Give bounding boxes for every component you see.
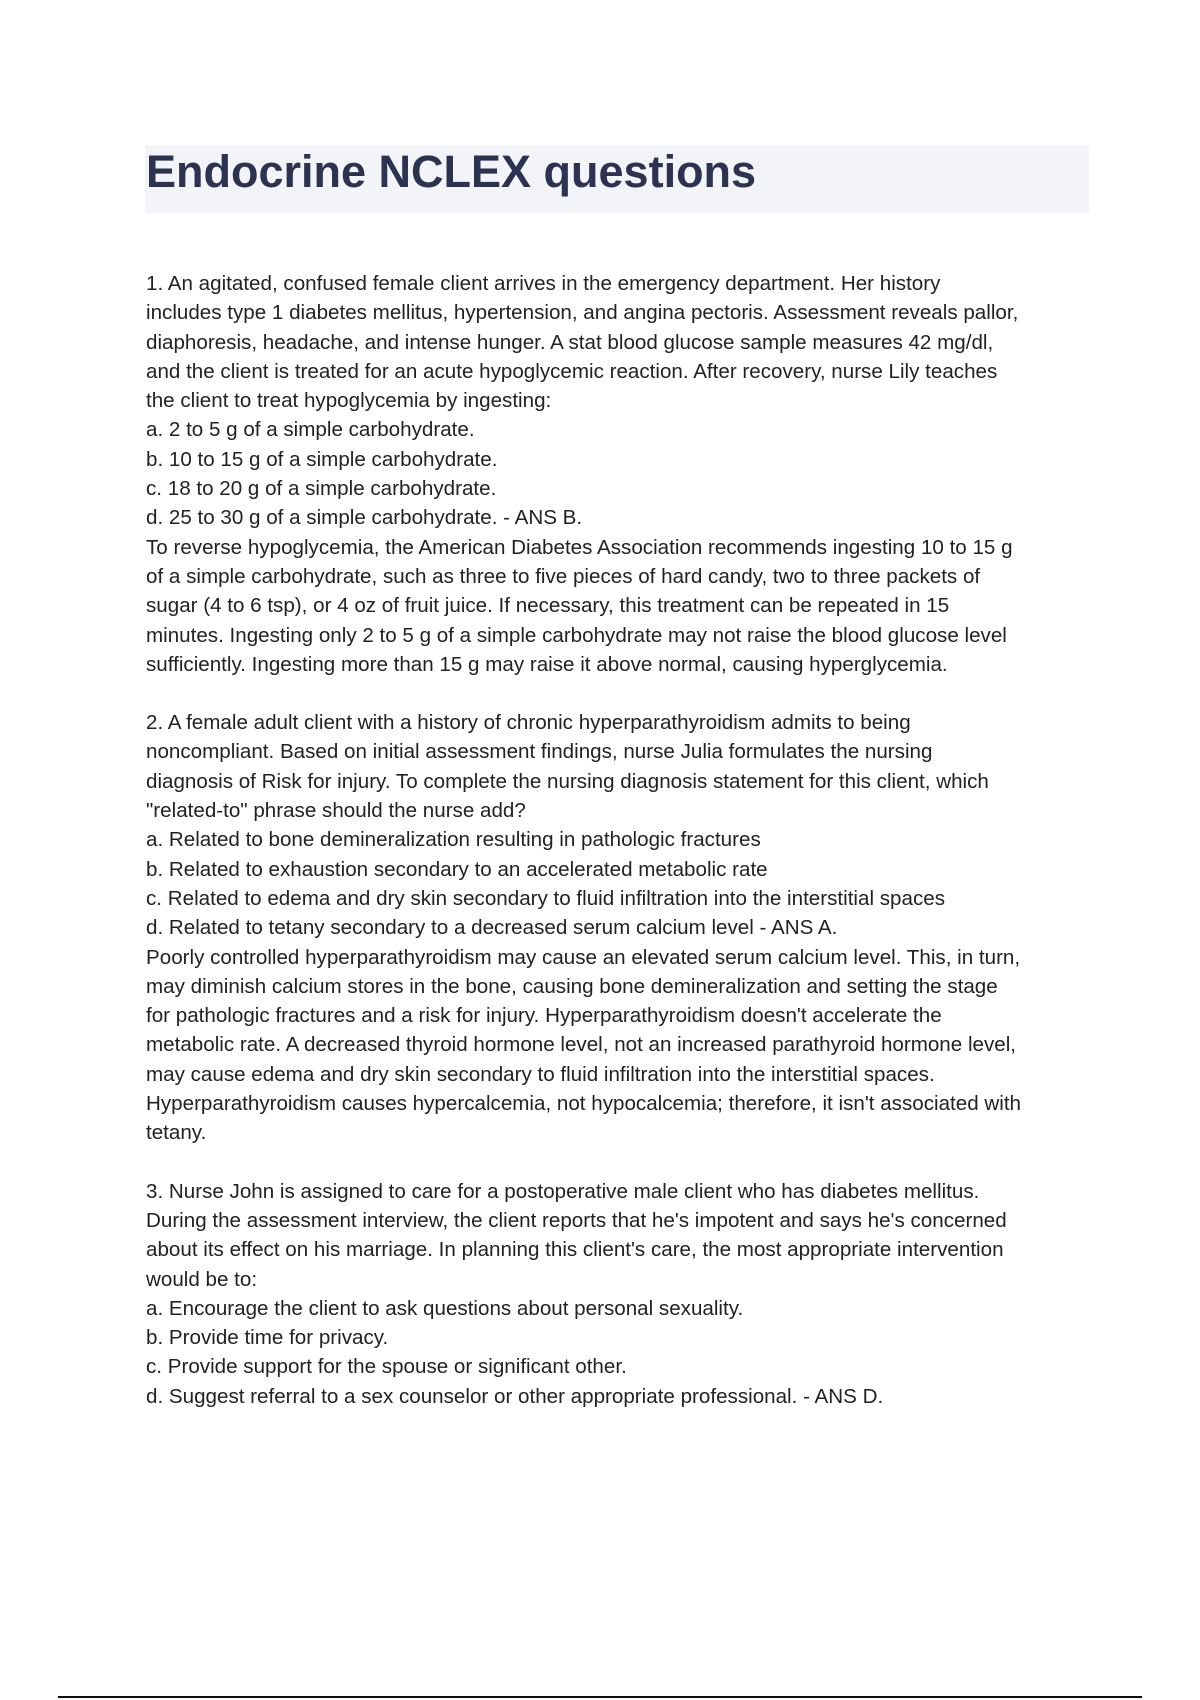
question-3-stem-line: During the assessment interview, the client reports that he's impotent and says he's concerned [146, 1208, 1007, 1232]
question-3-option-d-answer: d. Suggest referral to a sex counselor or other appropriate professional. - ANS D. [146, 1384, 884, 1408]
question-3-stem-line: 3. Nurse John is assigned to care for a postoperative male client who has diabetes mellitus. [146, 1179, 980, 1203]
question-3-stem-line: would be to: [146, 1267, 258, 1291]
question-2-rationale-line: may diminish calcium stores in the bone, causing bone demineralization and setting the stage [146, 974, 998, 998]
question-2-option-b: b. Related to exhaustion secondary to an accelerated metabolic rate [146, 857, 768, 881]
question-1-option-b: b. 10 to 15 g of a simple carbohydrate. [146, 447, 498, 471]
question-1-stem-line: diaphoresis, headache, and intense hunger. A stat blood glucose sample measures 42 mg/dl, [146, 330, 994, 354]
question-1-option-d-answer: d. 25 to 30 g of a simple carbohydrate. - ANS B. [146, 506, 583, 530]
question-2-option-c: c. Related to edema and dry skin secondary to fluid infiltration into the interstitial spaces [146, 886, 946, 910]
question-3-option-c: c. Provide support for the spouse or significant other. [146, 1355, 627, 1379]
question-2-stem-line: diagnosis of Risk for injury. To complete the nursing diagnosis statement for this client, which [146, 769, 989, 793]
question-1-rationale-line: sufficiently. Ingesting more than 15 g may raise it above normal, causing hyperglycemia. [146, 652, 948, 676]
question-3-option-b: b. Provide time for privacy. [146, 1326, 389, 1350]
question-3 [146, 1177, 1096, 1411]
page-title: Endocrine NCLEX questions [146, 146, 757, 197]
question-2-stem-line: "related-to" phrase should the nurse add? [146, 799, 526, 823]
question-1-option-c: c. 18 to 20 g of a simple carbohydrate. [146, 477, 497, 501]
question-1-rationale-line: sugar (4 to 6 tsp), or 4 oz of fruit juice. If necessary, this treatment can be repeated in 15 [146, 594, 950, 618]
question-2-rationale-line: for pathologic fractures and a risk for injury. Hyperparathyroidism doesn't accelerate the [146, 1004, 942, 1028]
question-2-stem-line: 2. A female adult client with a history of chronic hyperparathyroidism admits to being [146, 711, 911, 735]
question-1-stem-line: and the client is treated for an acute hypoglycemic reaction. After recovery, nurse Lily teaches [146, 359, 998, 383]
question-1-rationale-line: To reverse hypoglycemia, the American Diabetes Association recommends ingesting 10 to 15 g [146, 535, 1013, 559]
question-2 [146, 708, 1096, 1147]
question-2-rationale-line: Poorly controlled hyperparathyroidism may cause an elevated serum calcium level. This, in turn, [146, 945, 1021, 969]
question-1-stem-line: 1. An agitated, confused female client arrives in the emergency department. Her history [146, 272, 941, 295]
document-body [146, 269, 1096, 1440]
question-2-rationale-line: metabolic rate. A decreased thyroid hormone level, not an increased parathyroid hormone level, [146, 1033, 1017, 1057]
question-2-option-d-answer: d. Related to tetany secondary to a decreased serum calcium level - ANS A. [146, 916, 838, 940]
question-2-option-a: a. Related to bone demineralization resulting in pathologic fractures [146, 828, 761, 852]
question-1-stem-line: includes type 1 diabetes mellitus, hypertension, and angina pectoris. Assessment reveals pallor, [146, 301, 1019, 325]
question-2-stem-line: noncompliant. Based on initial assessment findings, nurse Julia formulates the nursing [146, 740, 933, 764]
question-1-rationale-line: minutes. Ingesting only 2 to 5 g of a simple carbohydrate may not raise the blood glucose level [146, 623, 1007, 647]
question-1-stem-line: the client to treat hypoglycemia by ingesting: [146, 389, 552, 413]
question-3-option-a: a. Encourage the client to ask questions about personal sexuality. [146, 1296, 744, 1320]
question-2-rationale-line: tetany. [146, 1121, 207, 1145]
question-2-rationale-line: may cause edema and dry skin secondary to fluid infiltration into the interstitial spaces. [146, 1062, 935, 1086]
question-2-rationale-line: Hyperparathyroidism causes hypercalcemia, not hypocalcemia; therefore, it isn't associated with [146, 1092, 1021, 1116]
footer-divider [58, 1696, 1142, 1698]
question-3-stem-line: about its effect on his marriage. In planning this client's care, the most appropriate intervention [146, 1238, 1004, 1262]
question-1-option-a: a. 2 to 5 g of a simple carbohydrate. [146, 418, 475, 442]
question-1-rationale-line: of a simple carbohydrate, such as three to five pieces of hard candy, two to three packets of [146, 564, 981, 588]
question-1 [146, 269, 1096, 679]
